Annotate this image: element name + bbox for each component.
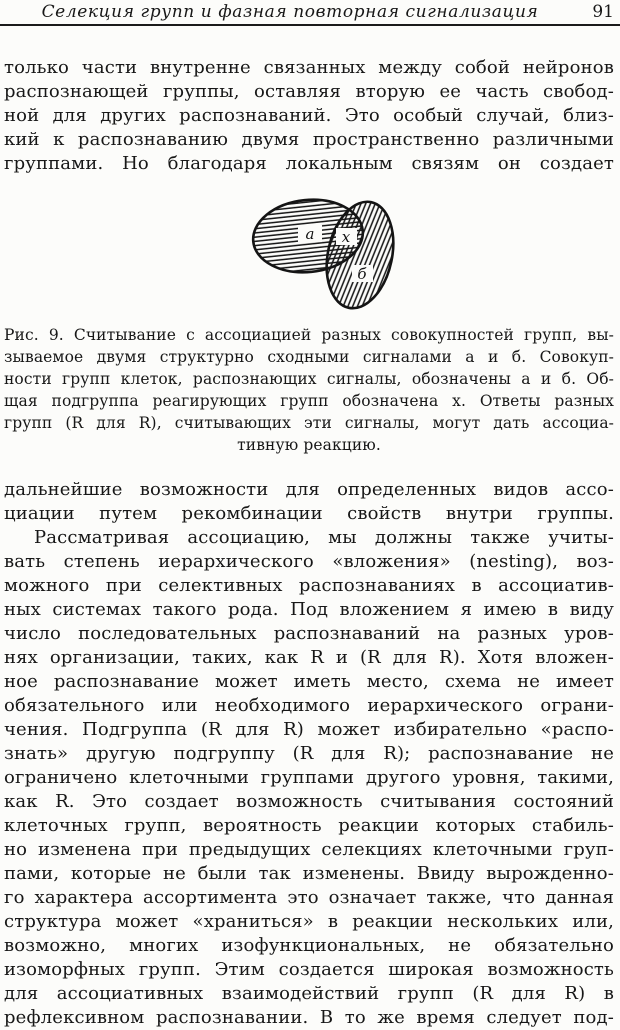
text-line: число последовательных распознаваний на разных уров-	[4, 623, 614, 644]
text-line: распознающей группы, оставляя вторую ее часть свобод-	[4, 81, 614, 102]
caption-line: щая подгруппа реагирующих групп обозначена x. Ответы разных	[4, 392, 614, 410]
text-line: рефлексивном распознавании. В то же время следует под-	[4, 1007, 614, 1028]
page-number: 91	[592, 2, 614, 22]
text-line: возможно, многих изофункциональных, не обязательно	[4, 935, 614, 956]
caption-line: зываемое двумя структурно сходными сигналами а и б. Совокуп-	[4, 348, 614, 366]
text-line: пами, которые не были так изменены. Ввиду вырожденно-	[4, 863, 614, 884]
text-line: кий к распознаванию двумя пространственно различными	[4, 129, 614, 150]
text-line: как R. Это создает возможность считывания состояний	[4, 791, 614, 812]
figure-label-a: а	[305, 225, 315, 243]
text-line: дальнейшие возможности для определенных видов ассо-	[4, 479, 614, 500]
text-line: нях организации, таких, как R и (R для R). Хотя вложен-	[4, 647, 614, 668]
paragraph-block-2	[4, 478, 614, 1030]
text-line: ное распознавание может иметь место, схема не имеет	[4, 671, 614, 692]
text-line: группами. Но благодаря локальным связям он создает	[4, 153, 614, 174]
paragraph-block-1	[4, 56, 614, 176]
figure-9-caption	[4, 324, 614, 456]
text-line: Рассматривая ассоциацию, мы должны также учиты-	[34, 527, 614, 548]
header-rule	[0, 24, 620, 26]
text-line: чения. Подгруппа (R для R) может избирательно «распо-	[4, 719, 614, 740]
text-line: ной для других распознаваний. Это особый случай, близ-	[4, 105, 614, 126]
text-line: можного при селективных распознаваниях в ассоциатив-	[4, 575, 614, 596]
text-line: изоморфных групп. Этим создается широкая возможность	[4, 959, 614, 980]
figure-label-x: x	[341, 228, 351, 246]
figure-label-b: б	[357, 265, 367, 283]
text-line: обязательного или необходимого иерархического ограни-	[4, 695, 614, 716]
text-line: ограничено клеточными группами другого уровня, такими,	[4, 767, 614, 788]
text-line: го характера ассортимента это означает также, что данная	[4, 887, 614, 908]
text-line: циации путем рекомбинации свойств внутри группы.	[4, 503, 614, 524]
caption-line: Рис. 9. Считывание с ассоциацией разных совокупностей групп, вы-	[4, 326, 614, 344]
caption-line: ности групп клеток, распознающих сигналы, обозначены а и б. Об-	[4, 370, 614, 388]
venn-ellipses-drawing	[247, 196, 397, 316]
text-line: для ассоциативных взаимодействий групп (R для R) в	[4, 983, 614, 1004]
text-line: ных системах такого рода. Под вложением я имею в виду	[4, 599, 614, 620]
text-line: знать» другую подгруппу (R для R); распознавание не	[4, 743, 614, 764]
running-head	[0, 2, 620, 24]
text-line: вать степень иерархического «вложения» (nesting), воз-	[4, 551, 614, 572]
caption-line: групп (R для R), считывающих эти сигналы, могут дать ассоциа-	[4, 414, 614, 432]
text-line: структура может «храниться» в реакции нескольких или,	[4, 911, 614, 932]
figure-9-diagram	[247, 196, 397, 316]
caption-line: тивную реакцию.	[237, 436, 381, 454]
text-line: только части внутренне связанных между собой нейронов	[4, 57, 614, 78]
chapter-title: Селекция групп и фазная повторная сигнализация	[41, 2, 539, 22]
text-line: клеточных групп, вероятность реакции которых стабиль-	[4, 815, 614, 836]
text-line: но изменена при предыдущих селекциях клеточными груп-	[4, 839, 614, 860]
